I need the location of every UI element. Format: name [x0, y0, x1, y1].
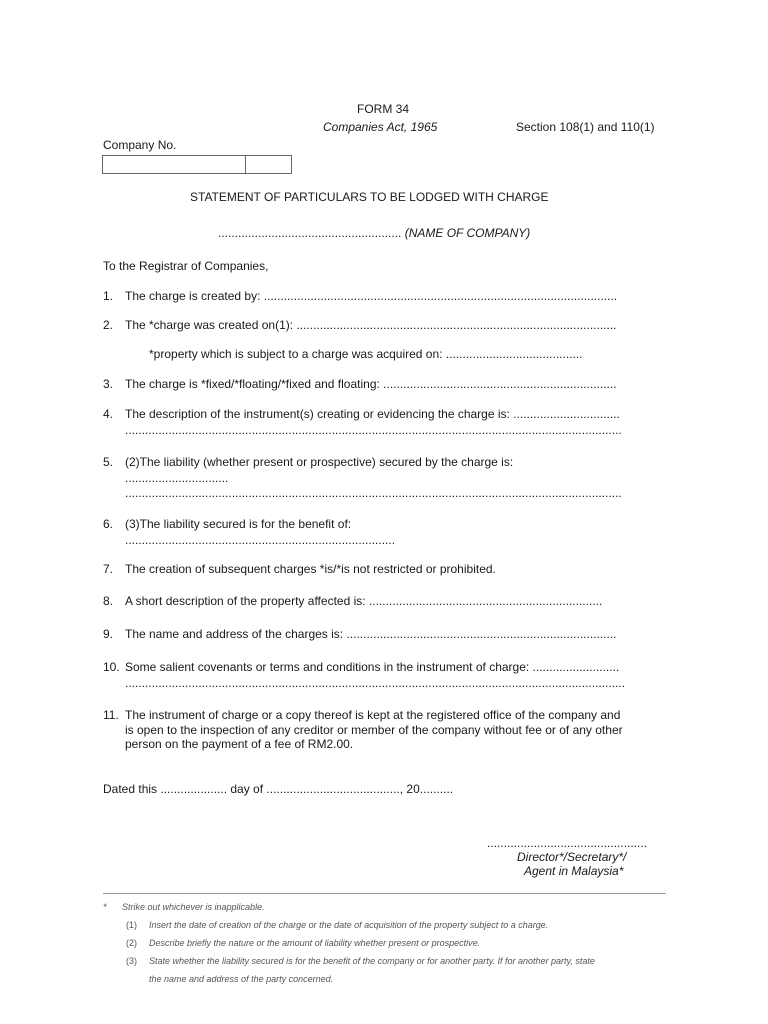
- salutation: To the Registrar of Companies,: [103, 259, 269, 273]
- footnote-mark: (3): [126, 956, 137, 966]
- item-11-line-3: person on the payment of a fee of RM2.00.: [125, 737, 354, 751]
- item-4-line-2[interactable]: .....................................................................................................................................................: [125, 423, 622, 437]
- company-no-label: Company No.: [103, 138, 177, 152]
- item-8-text[interactable]: A short description of the property affected is: ......................................................................: [125, 594, 603, 608]
- item-3-number: 3.: [103, 377, 114, 391]
- footnote-text: Strike out whichever is inapplicable.: [122, 902, 265, 912]
- footnote-text: State whether the liability secured is for the benefit of the company or for another party. If for another party, state: [149, 956, 595, 966]
- footnote-text: Insert the date of creation of the charge or the date of acquisition of the property subject to a charge.: [149, 920, 549, 930]
- item-5-line-2[interactable]: ...............................: [125, 471, 229, 485]
- company-name-label: (NAME OF COMPANY): [404, 226, 531, 240]
- item-11-line-2: is open to the inspection of any creditor or member of the company without fee or of any other: [125, 723, 623, 737]
- item-2-number: 2.: [103, 318, 114, 332]
- item-5-text: (2)The liability (whether present or prospective) secured by the charge is:: [125, 455, 514, 469]
- item-11-text: The instrument of charge or a copy thereof is kept at the registered office of the company and: [125, 708, 621, 722]
- item-8-number: 8.: [103, 594, 114, 608]
- item-2-sub-text[interactable]: *property which is subject to a charge was acquired on: .........................................: [149, 347, 583, 361]
- item-9-text[interactable]: The name and address of the charges is: .................................................................................: [125, 627, 617, 641]
- item-1: [103, 289, 113, 304]
- section-reference: Section 108(1) and 110(1): [516, 120, 655, 134]
- item-10-number: 10.: [103, 660, 120, 674]
- footnote-text: Describe briefly the nature or the amount of liability whether present or prospective.: [149, 938, 481, 948]
- company-no-field-1[interactable]: [102, 155, 246, 174]
- item-9-number: 9.: [103, 627, 114, 641]
- company-name-line: [218, 226, 530, 241]
- signature-line[interactable]: ................................................: [487, 836, 648, 850]
- footnote-mark: (2): [126, 938, 137, 948]
- company-name-dots[interactable]: .......................................................: [218, 226, 402, 240]
- footnote-mark: (1): [126, 920, 137, 930]
- signature-title-2: Agent in Malaysia*: [524, 864, 624, 878]
- company-no-field-2[interactable]: [245, 155, 292, 174]
- item-7-number: 7.: [103, 562, 114, 576]
- document-title: STATEMENT OF PARTICULARS TO BE LODGED WITH CHARGE: [190, 190, 549, 204]
- item-number: 1.: [103, 289, 114, 303]
- item-10-line-2[interactable]: ......................................................................................................................................................: [125, 676, 626, 690]
- item-6-line-2[interactable]: .................................................................................: [125, 533, 396, 547]
- item-1-text[interactable]: The charge is created by: ..........................................................................................................: [125, 289, 618, 303]
- footnote-mark: *: [103, 902, 107, 912]
- form-number: FORM 34: [357, 102, 410, 116]
- item-5-line-3[interactable]: .....................................................................................................................................................: [125, 486, 622, 500]
- footnote-text-line-2: the name and address of the party concerned.: [149, 974, 334, 984]
- item-6-text: (3)The liability secured is for the benefit of:: [125, 517, 352, 531]
- item-3-text[interactable]: The charge is *fixed/*floating/*fixed and floating: ......................................................................: [125, 377, 617, 391]
- item-7-text: The creation of subsequent charges *is/*is not restricted or prohibited.: [125, 562, 496, 576]
- act-reference: Companies Act, 1965: [323, 120, 438, 134]
- item-2-text[interactable]: The *charge was created on(1): ................................................................................................: [125, 318, 617, 332]
- item-5-number: 5.: [103, 455, 114, 469]
- item-10-text[interactable]: Some salient covenants or terms and conditions in the instrument of charge: ..........................: [125, 660, 620, 674]
- item-4-text[interactable]: The description of the instrument(s) creating or evidencing the charge is: ................................: [125, 407, 620, 421]
- item-6-number: 6.: [103, 517, 114, 531]
- item-11-number: 11.: [103, 708, 119, 722]
- item-4-number: 4.: [103, 407, 114, 421]
- signature-title-1: Director*/Secretary*/: [517, 850, 627, 864]
- dated-line[interactable]: Dated this .................... day of ........................................, 20..........: [103, 782, 454, 796]
- footnote-divider: [103, 893, 666, 894]
